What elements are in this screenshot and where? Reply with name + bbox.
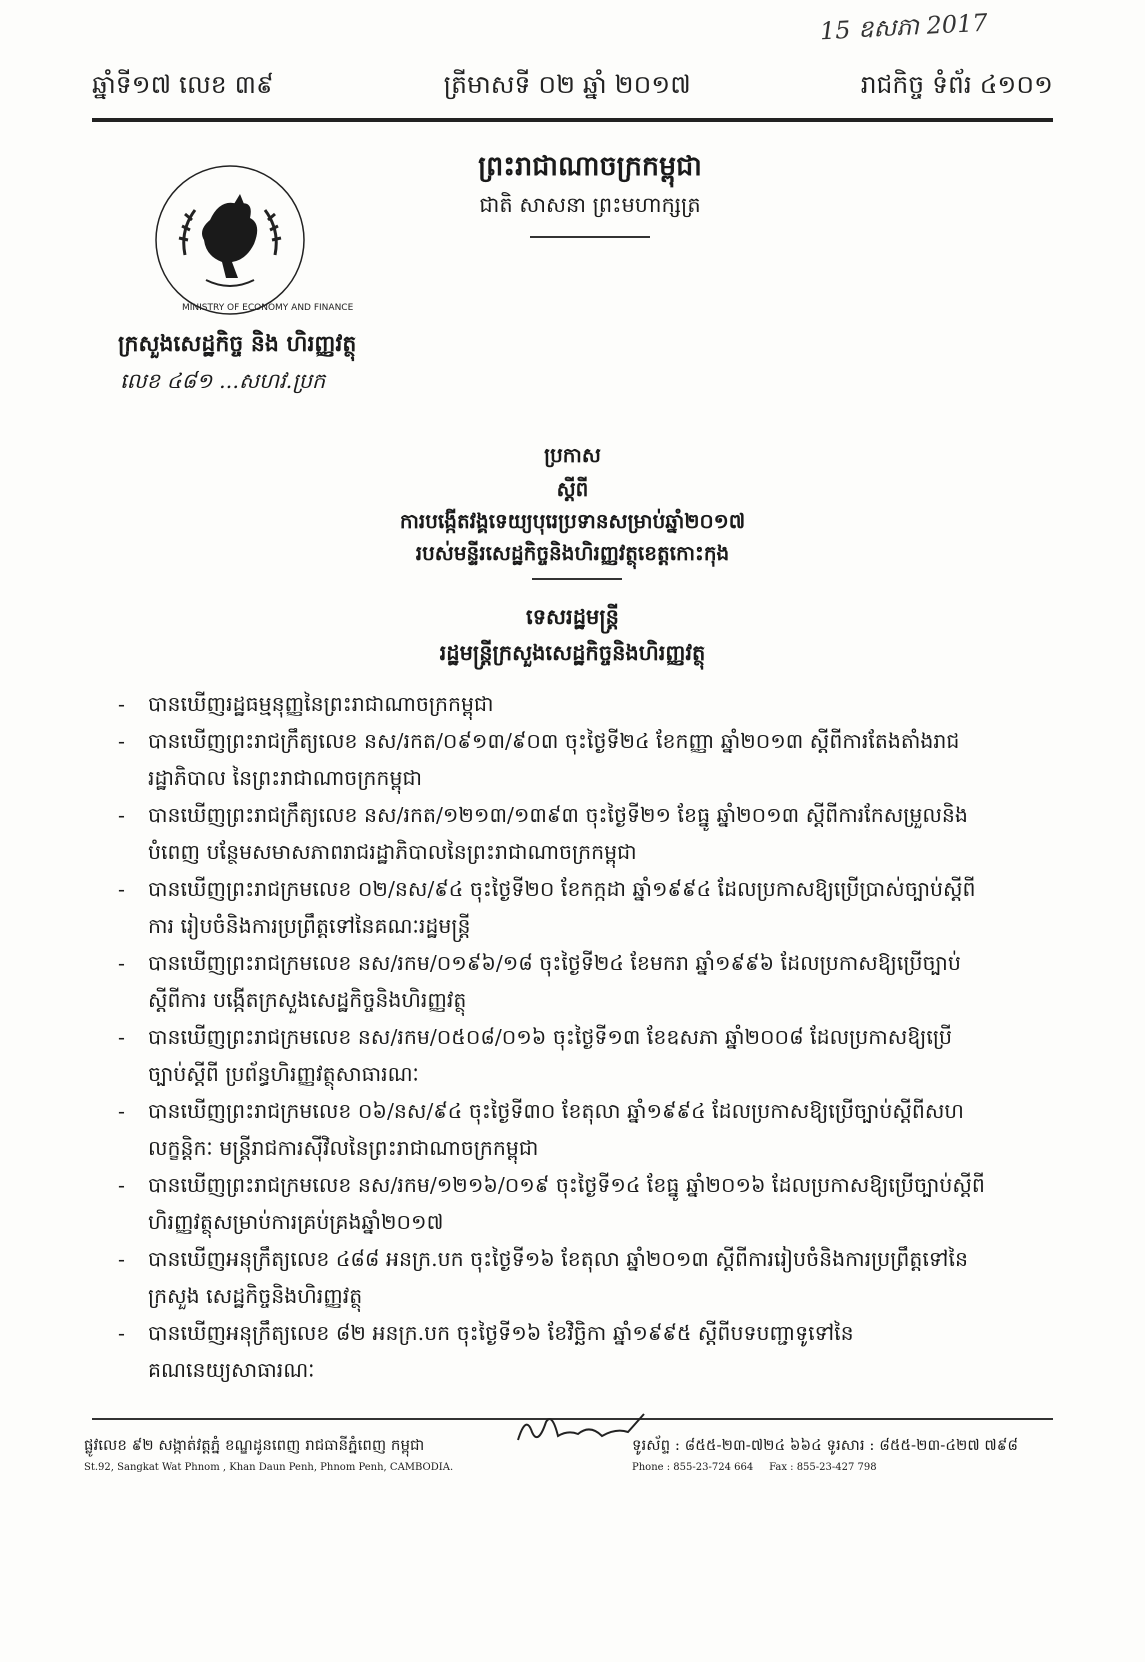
document-title-line2: របស់មន្ទីរសេដ្ឋកិច្ចនិងហិរញ្ញវត្ថុខេត្តកោះកុង bbox=[415, 541, 730, 565]
gazette-page: រាជកិច្ច ទំព័រ ៤១០១ bbox=[860, 70, 1053, 99]
document-type: ប្រកាស bbox=[544, 443, 601, 467]
footer-address-km: ផ្លូវលេខ ៩២ សង្កាត់វត្តភ្នំ ខណ្ឌដូនពេញ រាជធានីភ្នំពេញ កម្ពុជា bbox=[84, 1436, 425, 1454]
footer-fax-en: Fax : 855-23-427 798 bbox=[769, 1462, 877, 1473]
kingdom-name: ព្រះរាជាណាចក្រកម្ពុជា bbox=[478, 151, 702, 182]
consideration-item: - បានឃើញព្រះរាជក្រមលេខ នស/រកម/០១៩៦/១៨ ចុះថ្ងៃទី២៤ ខែមករា ឆ្នាំ១៩៩៦ ដែលប្រកាសឱ្យប្រើច្បាប់ស្តីពីការ បង្កើតក្រសួងសេដ្ឋកិច្ចនិងហិរញ្ញវត្ថុ bbox=[118, 945, 988, 1019]
consideration-item: - បានឃើញព្រះរាជក្រមលេខ នស/រកម/០៥០៨/០១៦ ចុះថ្ងៃទី១៣ ខែឧសភា ឆ្នាំ២០០៨ ដែលប្រកាសឱ្យប្រើច្បាប់ស្តីពី ប្រព័ន្ធហិរញ្ញវត្ថុសាធារណៈ bbox=[118, 1019, 988, 1093]
gazette-trimester: ត្រីមាសទី ០២ ឆ្នាំ ២០១៧ bbox=[443, 70, 691, 99]
consideration-item: - បានឃើញព្រះរាជក្រមលេខ ០៦/នស/៩៤ ចុះថ្ងៃទី៣០ ខែតុលា ឆ្នាំ១៩៩៤ ដែលប្រកាសឱ្យប្រើច្បាប់ស្តីពីសហលក្ខន្តិកៈ មន្ត្រីរាជការស៊ីវិលនៃព្រះរាជាណាចក្រកម្ពុជា bbox=[118, 1093, 988, 1167]
seal-english-text: MINISTRY OF ECONOMY AND FINANCE bbox=[182, 303, 354, 313]
kingdom-motto: ជាតិ សាសនា ព្រះមហាក្សត្រ bbox=[479, 193, 701, 217]
consideration-item: - បានឃើញអនុក្រឹត្យលេខ ៨២ អនក្រ.បក ចុះថ្ងៃទី១៦ ខែវិច្ឆិកា ឆ្នាំ១៩៩៥ ស្តីពីបទបញ្ជាទូទៅនៃគណនេយ្យសាធារណៈ bbox=[118, 1315, 988, 1389]
footer-address-en: St.92, Sangkat Wat Phnom , Khan Daun Penh, Phnom Penh, CAMBODIA. bbox=[84, 1462, 454, 1473]
handwritten-date: 15 ឧសភា 2017 bbox=[819, 8, 989, 46]
footer-address bbox=[84, 1436, 453, 1473]
gazette-header bbox=[92, 70, 1053, 106]
consideration-item: - បានឃើញព្រះរាជក្រមលេខ នស/រកម/១២១៦/០១៩ ចុះថ្ងៃទី១៤ ខែធ្នូ ឆ្នាំ២០១៦ ដែលប្រកាសឱ្យប្រើច្បាប់ស្តីពី ហិរញ្ញវត្ថុសម្រាប់ការគ្រប់គ្រងឆ្នាំ២០១៧ bbox=[118, 1167, 988, 1241]
ministry-seal-icon bbox=[150, 160, 354, 320]
consideration-item: - បានឃើញរដ្ឋធម្មនុញ្ញនៃព្រះរាជាណាចក្រកម្ពុជា bbox=[118, 686, 988, 723]
gazette-year-issue: ឆ្នាំទី១៧ លេខ ៣៩ bbox=[92, 70, 274, 99]
ministry-name: ក្រសួងសេដ្ឋកិច្ច និង ហិរញ្ញវត្ថុ bbox=[118, 331, 357, 357]
motto-divider bbox=[530, 236, 650, 238]
footer-contact-km: ទូរស័ព្ទ : ៨៥៥-២៣-៧២៤ ៦៦៤ ទូរសារ : ៨៥៥-២៣-៤២៧ ៧៩៨ bbox=[632, 1436, 1018, 1454]
consideration-item: - បានឃើញព្រះរាជក្រឹត្យលេខ នស/រកត/១២១៣/១៣៩៣ ចុះថ្ងៃទី២១ ខែធ្នូ ឆ្នាំ២០១៣ ស្តីពីការកែសម្រួលនិងបំពេញ បន្ថែមសមាសភាពរាជរដ្ឋាភិបាលនៃព្រះរាជាណាចក្រកម្ពុជា bbox=[118, 797, 988, 871]
consideration-item: - បានឃើញព្រះរាជក្រឹត្យលេខ នស/រកត/០៩១៣/៩០៣ ចុះថ្ងៃទី២៤ ខែកញ្ញា ឆ្នាំ២០១៣ ស្តីពីការតែងតាំងរាជរដ្ឋាភិបាល នៃព្រះរាជាណាចក្រកម្ពុជា bbox=[118, 723, 988, 797]
document-title-line1: ការបង្កើតវង្គទេយ្យបុរេប្រទានសម្រាប់ឆ្នាំ២០១៧ bbox=[399, 509, 746, 533]
footer-phone-en: Phone : 855-23-724 664 bbox=[632, 1462, 754, 1473]
issuer-line2: រដ្ឋមន្ត្រីក្រសួងសេដ្ឋកិច្ចនិងហិរញ្ញវត្ថុ bbox=[439, 640, 706, 665]
consideration-item: - បានឃើញអនុក្រឹត្យលេខ ៤៨៨ អនក្រ.បក ចុះថ្ងៃទី១៦ ខែតុលា ឆ្នាំ២០១៣ ស្តីពីការរៀបចំនិងការប្រព្រឹត្តទៅនៃក្រសួង សេដ្ឋកិច្ចនិងហិរញ្ញវត្ថុ bbox=[118, 1241, 988, 1315]
signature-icon bbox=[512, 1410, 652, 1450]
consideration-item: - បានឃើញព្រះរាជក្រមលេខ ០២/នស/៩៤ ចុះថ្ងៃទី២០ ខែកក្កដា ឆ្នាំ១៩៩៤ ដែលប្រកាសឱ្យប្រើប្រាស់ច្បាប់ស្តីពីការ រៀបចំនិងការប្រព្រឹត្តទៅនៃគណៈរដ្ឋមន្ត្រី bbox=[118, 871, 988, 945]
footer-contact bbox=[632, 1436, 1018, 1473]
gazette-divider bbox=[92, 118, 1053, 122]
footer-contact-en bbox=[632, 1462, 1018, 1473]
title-divider bbox=[532, 578, 622, 580]
reference-number: លេខ ៤៨១ ...សហវ.ប្រក bbox=[120, 369, 326, 393]
considerations-list bbox=[118, 686, 988, 1389]
issuer-line1: ទេសរដ្ឋមន្ត្រី bbox=[526, 604, 619, 629]
subject-word: ស្តីពី bbox=[556, 477, 589, 501]
